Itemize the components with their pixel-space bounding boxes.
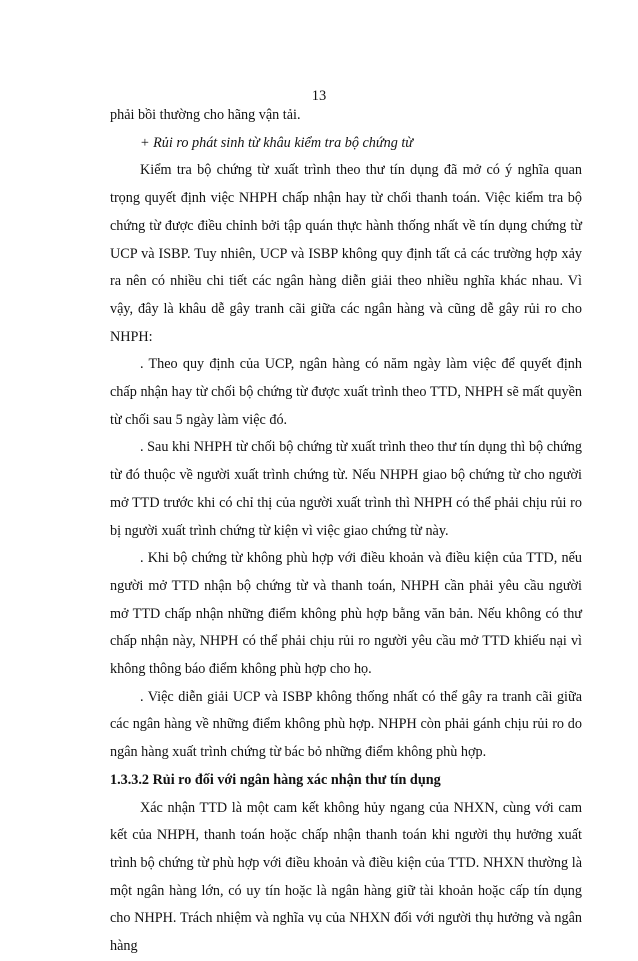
subsection-heading-italic: + Rủi ro phát sinh từ khâu kiểm tra bộ chứng từ — [140, 134, 414, 151]
page-number: 13 — [311, 88, 327, 104]
paragraph-continuation: phải bồi thường cho hãng vận tải. — [110, 107, 301, 123]
paragraph-refusal: . Sau khi NHPH từ chối bộ chứng từ xuất trình theo thư tín dụng thì bộ chứng từ đó thuộc về người xuất trình chứng từ. Nếu NHPH giao bộ chứng từ cho người mở TTD trước khi có chỉ thị của người xuất trình thì NHPH có thể phải chịu rủi ro bị người xuất trình chứng từ kiện vì việc giao chứng từ này. — [110, 439, 582, 539]
paragraph-discrepancy: . Khi bộ chứng từ không phù hợp với điều khoản và điều kiện của TTD, nếu người mở TTD nhận bộ chứng từ và thanh toán, NHPH cần phải yêu cầu người mở TTD chấp nhận những điểm không phù hợp bằng văn bản. Nếu không có thư chấp nhận này, NHPH có thể phải chịu rủi ro người yêu cầu mở TTD khiếu nại vì không thông báo điểm không phù hợp cho họ. — [110, 550, 582, 678]
paragraph-ucp-five-days: . Theo quy định của UCP, ngân hàng có năm ngày làm việc để quyết định chấp nhận hay từ chối bộ chứng từ được xuất trình theo TTD, NHPH sẽ mất quyền từ chối sau 5 ngày làm việc đó. — [110, 356, 582, 428]
paragraph-document-check: Kiểm tra bộ chứng từ xuất trình theo thư tín dụng đã mở có ý nghĩa quan trọng quyết định việc NHPH chấp nhận hay từ chối thanh toán. Việc kiểm tra bộ chứng từ được điều chỉnh bởi tập quán thực hành thống nhất về tín dụng chứng từ UCP và ISBP. Tuy nhiên, UCP và ISBP không quy định tất cả các trường hợp xảy ra nên có nhiều chi tiết các ngân hàng diễn giải theo nhiều nghĩa khác nhau. Vì vậy, đây là khâu dễ gây tranh cãi giữa các ngân hàng và cũng dễ gây rủi ro cho NHPH: — [110, 162, 582, 345]
paragraph-confirming-bank: Xác nhận TTD là một cam kết không hủy ngang của NHXN, cùng với cam kết của NHPH, thanh toán hoặc chấp nhận thanh toán khi người thụ hưởng xuất trình bộ chứng từ phù hợp với điều khoản và điều kiện của TTD. NHXN thường là một ngân hàng lớn, có uy tín hoặc là ngân hàng giữ tài khoản hoặc cấp tín dụng cho NHPH. Trách nhiệm và nghĩa vụ của NHXN đối với người thụ hưởng và ngân hàng — [110, 799, 582, 955]
page-body — [110, 102, 582, 961]
section-heading: 1.3.3.2 Rủi ro đối với ngân hàng xác nhận thư tín dụng — [110, 771, 441, 788]
paragraph-interpretation: . Việc diễn giải UCP và ISBP không thống nhất có thể gây ra tranh cãi giữa các ngân hàng về những điểm không phù hợp. NHPH còn phải gánh chịu rủi ro do ngân hàng xuất trình chứng từ bác bỏ những điểm không phù hợp. — [110, 688, 582, 761]
